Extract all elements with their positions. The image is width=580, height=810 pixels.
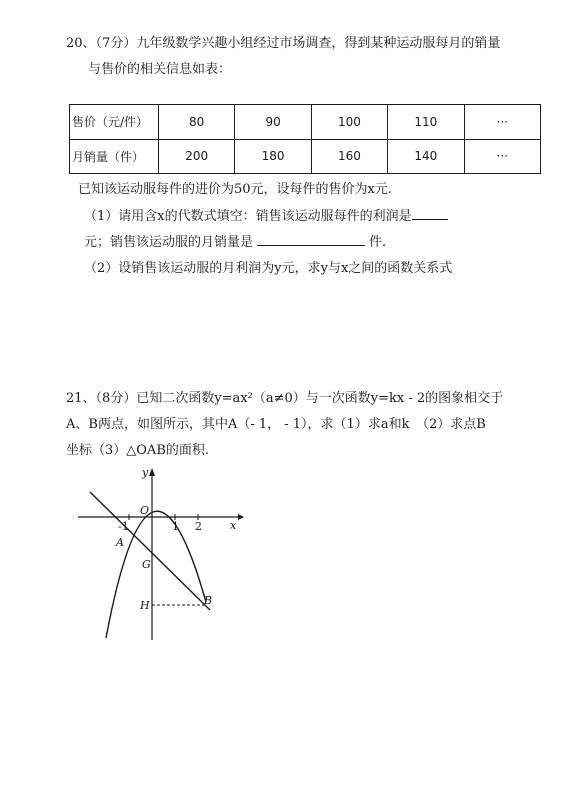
y-axis-label: y	[142, 466, 149, 479]
table-cell: 180	[235, 139, 311, 174]
table-cell: 160	[311, 139, 387, 174]
q20-line1: 20、（7分）九年级数学兴趣小组经过市场调查，得到某种运动服每月的销量	[66, 36, 501, 51]
q20-part2: （2）设销售该运动服的月利润为y元，求y与x之间的函数关系式	[84, 261, 453, 276]
table-row	[70, 139, 541, 174]
table-row	[70, 105, 541, 140]
point-b-label: B	[204, 594, 213, 607]
table-cell: 80	[159, 105, 235, 140]
tick-label: 1	[172, 520, 179, 533]
table-cell: 200	[159, 139, 235, 174]
q20-given: 已知该运动服每件的进价为50元，设每件的售价为x元.	[78, 182, 393, 197]
tick-label: -1	[118, 520, 129, 533]
q20-part1-text: （1）请用含x的代数式填空：销售该运动服每件的利润是	[84, 209, 412, 224]
point-a-label: A	[116, 536, 124, 549]
q20-part1	[84, 205, 448, 224]
q20-line2: 与售价的相关信息如表：	[88, 62, 232, 77]
tick-label: 2	[195, 520, 202, 533]
x-axis-label: x	[230, 519, 237, 532]
x-axis-arrow	[238, 514, 244, 520]
table-cell: 140	[388, 139, 464, 174]
q20-part1-line2	[84, 231, 386, 250]
q20-part1-text3: 件.	[369, 235, 387, 250]
function-graph	[78, 462, 248, 642]
point-h-label: H	[140, 599, 150, 612]
origin-label: O	[140, 504, 150, 517]
q20-part1-text2: 元；销售该运动服的月销量是	[84, 235, 254, 250]
q21-line1: 21、（8分）已知二次函数y=ax²（a≠0）与一次函数y=kx - 2的图象相交于	[66, 391, 504, 406]
point-g-label: G	[142, 558, 151, 571]
table-cell: 110	[388, 105, 464, 140]
table-cell: 100	[311, 105, 387, 140]
q21-line3: 坐标（3）△OAB的面积.	[66, 443, 210, 458]
q21-line2: A、B两点，如图所示，其中A（- 1， - 1），求（1）求a和k （2）求点B	[66, 417, 486, 432]
y-axis-arrow	[149, 468, 155, 476]
row-header-sales: 月销量（件）	[70, 139, 159, 174]
table-cell: ···	[464, 105, 540, 140]
row-header-price: 售价（元/件）	[70, 105, 159, 140]
linear-function-line	[90, 492, 213, 610]
answer-blank	[412, 219, 448, 220]
sales-table	[69, 104, 541, 174]
table-cell: 90	[235, 105, 311, 140]
answer-blank	[257, 245, 365, 246]
table-cell: ···	[464, 139, 540, 174]
